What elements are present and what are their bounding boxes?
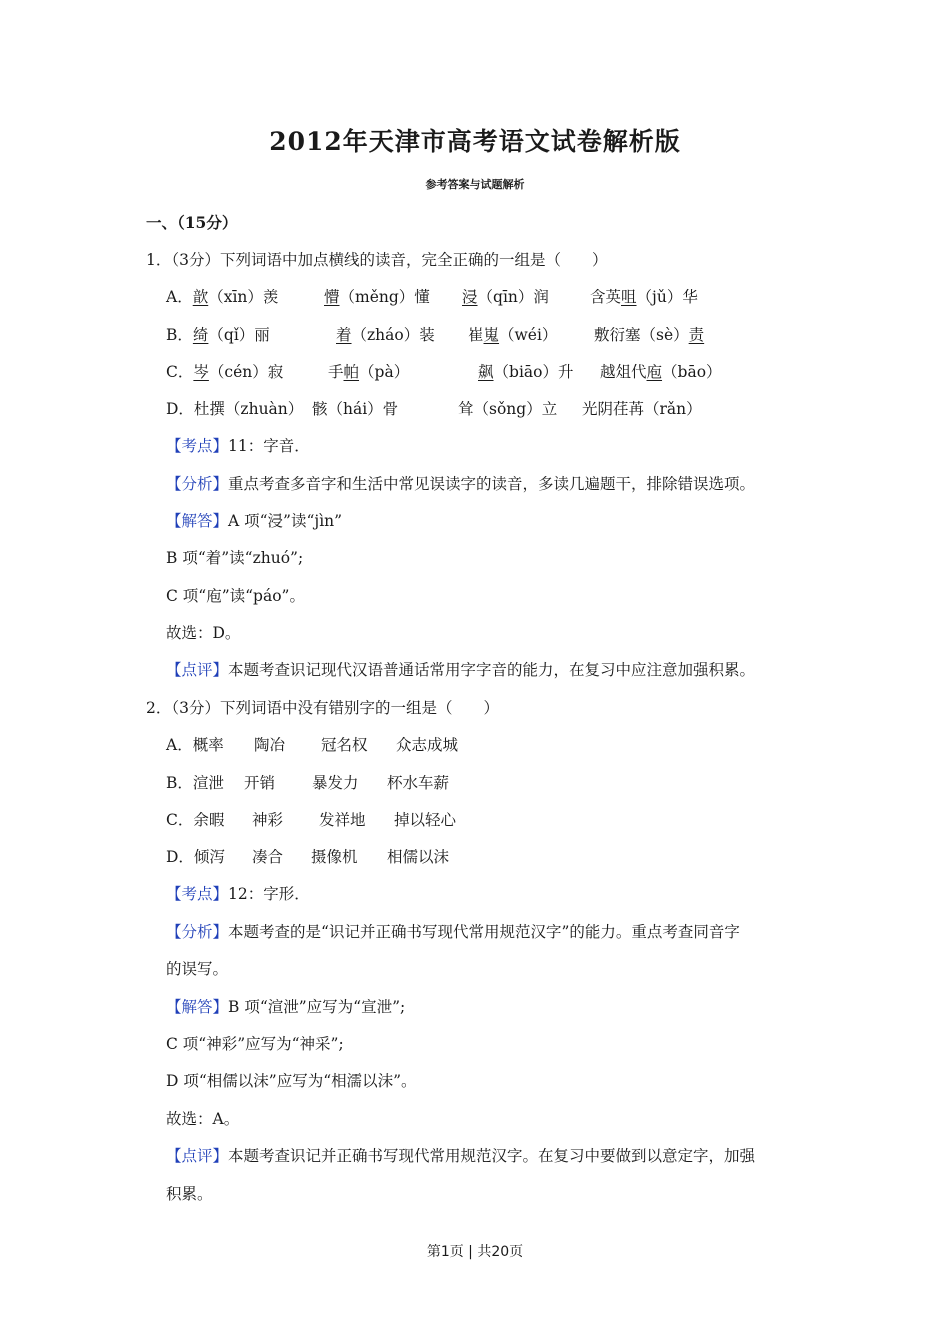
q2-b-word2: 开销 xyxy=(244,774,276,792)
q2-d-word4: 相儒以沫 xyxy=(387,848,450,866)
q2-jieda-c: C 项“神彩”应写为“神采”; xyxy=(166,1035,344,1053)
q2-c-word1: C．余暇 xyxy=(166,811,225,829)
page-title: 2012年天津市高考语文试卷解析版 xyxy=(269,127,681,156)
q1-a-word4: 含英咀（jǔ）华 xyxy=(590,288,698,306)
q2-a-word1: A．概率 xyxy=(166,736,224,754)
q1-a-word2: 懵（měng）懂 xyxy=(324,288,430,306)
q1-jieda-b: B 项“着”读“zhuó”; xyxy=(166,549,304,567)
q1-b-word4: 敷衍塞（sè）责 xyxy=(594,326,705,344)
q1-c-word2: 手帕（pà） xyxy=(328,363,410,381)
q1-c-word1: C．岑（cén）寂 xyxy=(166,363,284,381)
q2-b-word4: 杯水车薪 xyxy=(387,774,450,792)
q2-jieda: 【解答】B 项“渲泄”应写为“宣泄”; xyxy=(166,998,406,1016)
q2-b-word3: 暴发力 xyxy=(312,774,359,792)
q2-dianping-cont: 积累。 xyxy=(166,1185,213,1203)
page-subtitle: 参考答案与试题解析 xyxy=(425,178,525,191)
q2-d-word1: D．倾泻 xyxy=(166,848,225,866)
q1-c-word4: 越俎代庖（bāo） xyxy=(600,363,722,381)
q2-d-word3: 摄像机 xyxy=(311,848,358,866)
q2-c-word3: 发祥地 xyxy=(319,811,366,829)
q1-d-word2: 骸（hái）骨 xyxy=(312,400,399,418)
q2-stem: 2．（3分）下列词语中没有错别字的一组是（ ） xyxy=(146,699,499,717)
q1-c-word3: 飙（biāo）升 xyxy=(478,363,574,381)
q2-answer: 故选：A。 xyxy=(166,1110,240,1128)
q2-a-word4: 众志成城 xyxy=(396,736,459,754)
q1-answer: 故选：D。 xyxy=(166,624,241,642)
q1-jieda: 【解答】A 项“浸”读“jìn” xyxy=(166,512,343,530)
q2-kaodian: 【考点】12：字形． xyxy=(166,885,310,903)
q2-dianping: 【点评】本题考查识记并正确书写现代常用规范汉字。在复习中要做到以意定字，加强 xyxy=(166,1147,756,1165)
q1-fenxi: 【分析】重点考查多音字和生活中常见误读字的读音，多读几遍题干，排除错误选项。 xyxy=(166,475,756,493)
q1-dianping: 【点评】本题考查识记现代汉语普通话常用字字音的能力，在复习中应注意加强积累。 xyxy=(166,661,756,679)
q1-b-word1: B．绮（qǐ）丽 xyxy=(166,326,270,344)
q1-kaodian: 【考点】11：字音． xyxy=(166,437,310,455)
q2-jieda-d: D 项“相儒以沫”应写为“相濡以沫”。 xyxy=(166,1072,417,1090)
q1-b-word2: 着（zháo）装 xyxy=(336,326,435,344)
q1-d-word3: 耸（sǒng）立 xyxy=(458,400,558,418)
q1-b-word3: 崔嵬（wéi） xyxy=(468,326,558,344)
section-heading: 一、（15分） xyxy=(146,213,238,232)
q2-a-word3: 冠名权 xyxy=(321,736,368,754)
q2-fenxi-cont: 的误写。 xyxy=(166,960,229,978)
q1-jieda-c: C 项“庖”读“páo”。 xyxy=(166,587,305,605)
q2-b-word1: B．渲泄 xyxy=(166,774,224,792)
q1-d-word1: D．杜撰（zhuàn） xyxy=(166,400,304,418)
q2-c-word2: 神彩 xyxy=(252,811,284,829)
q2-c-word4: 掉以轻心 xyxy=(394,811,457,829)
q2-d-word2: 凑合 xyxy=(252,848,284,866)
q1-a-word1: A．歆（xīn）羡 xyxy=(166,288,279,306)
page-footer: 第1页 | 共20页 xyxy=(426,1244,524,1260)
q2-fenxi: 【分析】本题考查的是“识记并正确书写现代常用规范汉字”的能力。重点考查同音字 xyxy=(166,923,740,941)
q1-stem: 1．（3分）下列词语中加点横线的读音，完全正确的一组是（ ） xyxy=(146,251,608,269)
q1-d-word4: 光阴荏苒（rǎn） xyxy=(582,400,702,418)
q2-a-word2: 陶冶 xyxy=(254,736,286,754)
q1-a-word3: 浸（qīn）润 xyxy=(462,288,549,306)
